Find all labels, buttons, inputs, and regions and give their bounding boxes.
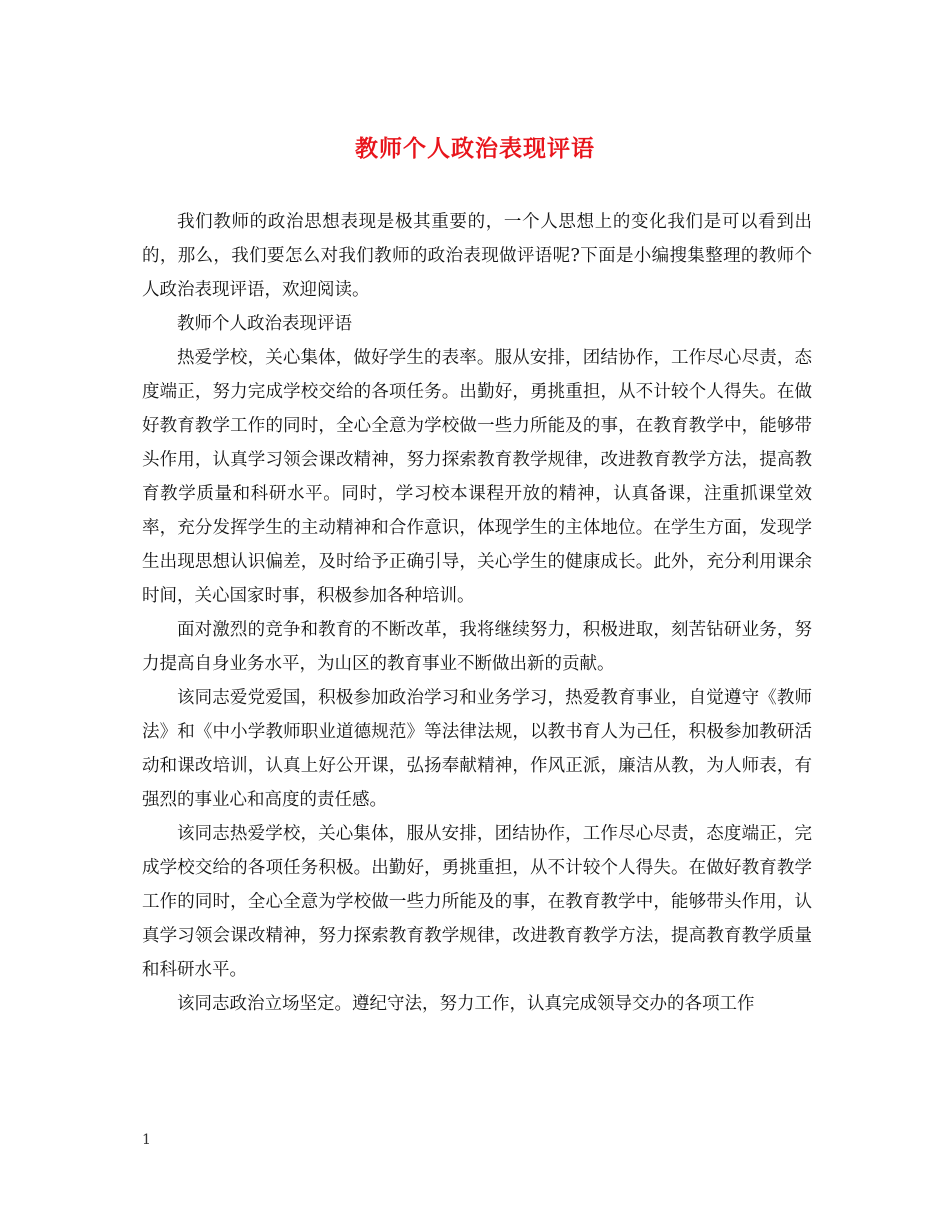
page-number: 1	[142, 1132, 151, 1148]
paragraph-comment-1: 热爱学校，关心集体，做好学生的表率。服从安排，团结协作，工作尽心尽责，态度端正，努力完成学校交给的各项任务。出勤好，勇挑重担，从不计较个人得失。在做好教育教学工作的同时，全心全意为学校做一些力所能及的事，在教育教学中，能够带头作用，认真学习领会课改精神，努力探索教育教学规律，改进教育教学方法，提高教育教学质量和科研水平。同时，学习校本课程开放的精神，认真备课，注重抓课堂效率，充分发挥学生的主动精神和合作意识，体现学生的主体地位。在学生方面，发现学生出现思想认识偏差，及时给予正确引导，关心学生的健康成长。此外，充分利用课余时间，关心国家时事，积极参加各种培训。	[142, 348, 812, 606]
document-title: 教师个人政治表现评语	[355, 135, 595, 162]
paragraph-subheading: 教师个人政治表现评语	[177, 314, 352, 334]
paragraph-comment-2: 面对激烈的竞争和教育的不断改革，我将继续努力，积极进取，刻苦钻研业务，努力提高自身业务水平，为山区的教育事业不断做出新的贡献。	[142, 620, 812, 674]
paragraph-intro: 我们教师的政治思想表现是极其重要的，一个人思想上的变化我们是可以看到出的，那么，我们要怎么对我们教师的政治表现做评语呢?下面是小编搜集整理的教师个人政治表现评语，欢迎阅读。	[142, 212, 812, 300]
document-body	[142, 205, 812, 1021]
paragraph-comment-5: 该同志政治立场坚定。遵纪守法，努力工作，认真完成领导交办的各项工作	[177, 994, 755, 1014]
paragraph-comment-3: 该同志爱党爱国，积极参加政治学习和业务学习，热爱教育事业，自觉遵守《教师法》和《中小学教师职业道德规范》等法律法规，以教书育人为己任，积极参加教研活动和课改培训，认真上好公开课，弘扬奉献精神，作风正派，廉洁从教，为人师表，有强烈的事业心和高度的责任感。	[142, 688, 812, 810]
paragraph-comment-4: 该同志热爱学校，关心集体，服从安排，团结协作，工作尽心尽责，态度端正，完成学校交给的各项任务积极。出勤好，勇挑重担，从不计较个人得失。在做好教育教学工作的同时，全心全意为学校做一些力所能及的事，在教育教学中，能够带头作用，认真学习领会课改精神，努力探索教育教学规律，改进教育教学方法，提高教育教学质量和科研水平。	[142, 824, 812, 980]
